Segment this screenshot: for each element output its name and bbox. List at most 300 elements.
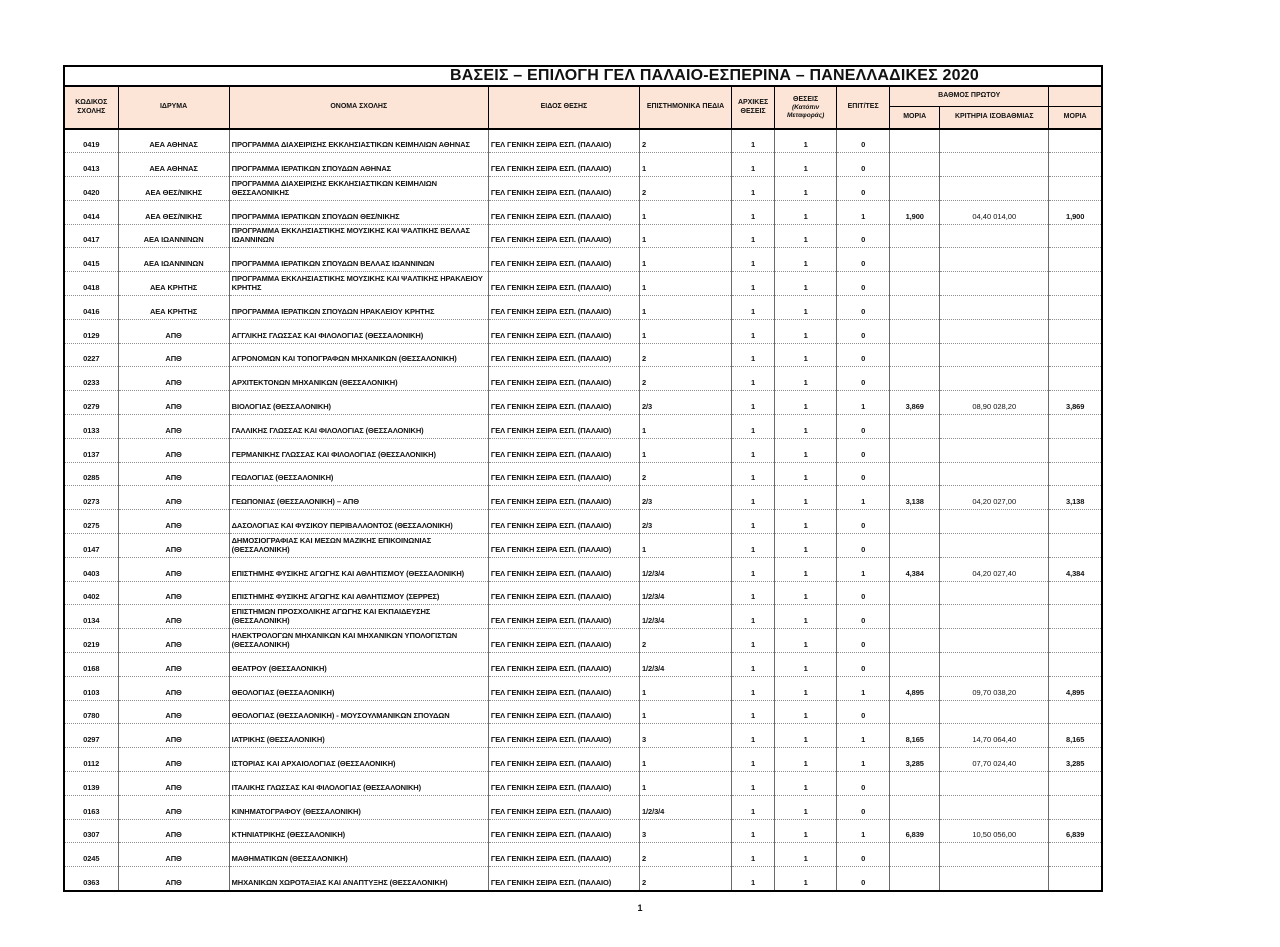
cell-institution: ΑΠΘ	[118, 676, 229, 700]
cell-moria	[890, 843, 940, 867]
table-row	[64, 343, 1102, 367]
cell-school_name: ΑΡΧΙΤΕΚΤΟΝΩΝ ΜΗΧΑΝΙΚΩΝ (ΘΕΣΣΑΛΟΝΙΚΗ)	[229, 367, 488, 391]
cell-kritiria_isovathmias	[940, 319, 1049, 343]
cell-positions: 1	[775, 510, 837, 534]
cell-moria_2	[1049, 581, 1102, 605]
cell-school_name: ΠΡΟΓΡΑΜΜΑ ΙΕΡΑΤΙΚΩΝ ΣΠΟΥΔΩΝ ΗΡΑΚΛΕΙΟΥ ΚΡΗΤΗΣ	[229, 296, 488, 320]
cell-moria	[890, 629, 940, 653]
cell-institution: ΑΠΘ	[118, 510, 229, 534]
cell-institution: ΑΠΘ	[118, 700, 229, 724]
cell-institution: ΑΠΘ	[118, 653, 229, 677]
cell-kritiria_isovathmias	[940, 415, 1049, 439]
col-header-code: ΚΩΔΙΚΟΣ ΣΧΟΛΗΣ	[64, 86, 118, 129]
cell-moria	[890, 653, 940, 677]
col-header-epit: ΕΠΙΤ/ΤΕΣ	[837, 86, 890, 129]
cell-code: 0233	[64, 367, 118, 391]
cell-moria_2	[1049, 224, 1102, 248]
cell-scientific_fields: 1/2/3/4	[639, 653, 731, 677]
cell-code: 0419	[64, 129, 118, 153]
cell-moria_2	[1049, 772, 1102, 796]
cell-institution: ΑΠΘ	[118, 867, 229, 891]
cell-moria	[890, 867, 940, 891]
table-row	[64, 605, 1102, 629]
cell-kritiria_isovathmias	[940, 510, 1049, 534]
cell-epit: 0	[837, 438, 890, 462]
cell-institution: ΑΠΘ	[118, 391, 229, 415]
col-header-moria-2: ΜΟΡΙΑ	[1049, 106, 1102, 129]
cell-moria_2: 4,895	[1049, 676, 1102, 700]
cell-initial_positions: 1	[732, 748, 775, 772]
cell-position_type: ΓΕΛ ΓΕΝΙΚΗ ΣΕΙΡΑ ΕΣΠ. (ΠΑΛΑΙΟ)	[488, 415, 639, 439]
cell-positions: 1	[775, 748, 837, 772]
cell-epit: 1	[837, 724, 890, 748]
cell-moria_2	[1049, 153, 1102, 177]
cell-kritiria_isovathmias	[940, 153, 1049, 177]
cell-positions: 1	[775, 343, 837, 367]
cell-epit: 0	[837, 629, 890, 653]
cell-position_type: ΓΕΛ ΓΕΝΙΚΗ ΣΕΙΡΑ ΕΣΠ. (ΠΑΛΑΙΟ)	[488, 795, 639, 819]
cell-moria_2: 3,869	[1049, 391, 1102, 415]
cell-kritiria_isovathmias	[940, 129, 1049, 153]
cell-code: 0363	[64, 867, 118, 891]
cell-initial_positions: 1	[732, 867, 775, 891]
cell-position_type: ΓΕΛ ΓΕΝΙΚΗ ΣΕΙΡΑ ΕΣΠ. (ΠΑΛΑΙΟ)	[488, 296, 639, 320]
cell-positions: 1	[775, 319, 837, 343]
table-row	[64, 415, 1102, 439]
cell-initial_positions: 1	[732, 534, 775, 558]
cell-position_type: ΓΕΛ ΓΕΝΙΚΗ ΣΕΙΡΑ ΕΣΠ. (ΠΑΛΑΙΟ)	[488, 724, 639, 748]
cell-positions: 1	[775, 296, 837, 320]
cell-initial_positions: 1	[732, 319, 775, 343]
cell-position_type: ΓΕΛ ΓΕΝΙΚΗ ΣΕΙΡΑ ΕΣΠ. (ΠΑΛΑΙΟ)	[488, 248, 639, 272]
cell-school_name: ΜΗΧΑΝΙΚΩΝ ΧΩΡΟΤΑΞΙΑΣ ΚΑΙ ΑΝΑΠΤΥΞΗΣ (ΘΕΣΣΑΛΟΝΙΚΗ)	[229, 867, 488, 891]
cell-kritiria_isovathmias: 08,90 028,20	[940, 391, 1049, 415]
cell-school_name: ΠΡΟΓΡΑΜΜΑ ΙΕΡΑΤΙΚΩΝ ΣΠΟΥΔΩΝ ΘΕΣ/ΝΙΚΗΣ	[229, 200, 488, 224]
cell-positions: 1	[775, 653, 837, 677]
cell-code: 0279	[64, 391, 118, 415]
cell-initial_positions: 1	[732, 153, 775, 177]
cell-institution: ΑΠΘ	[118, 534, 229, 558]
cell-position_type: ΓΕΛ ΓΕΝΙΚΗ ΣΕΙΡΑ ΕΣΠ. (ΠΑΛΑΙΟ)	[488, 272, 639, 296]
cell-position_type: ΓΕΛ ΓΕΝΙΚΗ ΣΕΙΡΑ ΕΣΠ. (ΠΑΛΑΙΟ)	[488, 605, 639, 629]
cell-kritiria_isovathmias: 04,40 014,00	[940, 200, 1049, 224]
cell-positions: 1	[775, 200, 837, 224]
cell-school_name: ΑΓΡΟΝΟΜΩΝ ΚΑΙ ΤΟΠΟΓΡΑΦΩΝ ΜΗΧΑΝΙΚΩΝ (ΘΕΣΣΑΛΟΝΙΚΗ)	[229, 343, 488, 367]
cell-epit: 1	[837, 200, 890, 224]
cell-scientific_fields: 1	[639, 224, 731, 248]
cell-institution: ΑΠΘ	[118, 748, 229, 772]
cell-scientific_fields: 1/2/3/4	[639, 557, 731, 581]
cell-scientific_fields: 1	[639, 272, 731, 296]
cell-moria	[890, 772, 940, 796]
cell-scientific_fields: 2	[639, 367, 731, 391]
cell-initial_positions: 1	[732, 438, 775, 462]
cell-institution: ΑΠΘ	[118, 629, 229, 653]
cell-code: 0416	[64, 296, 118, 320]
cell-code: 0403	[64, 557, 118, 581]
cell-kritiria_isovathmias	[940, 843, 1049, 867]
cell-moria	[890, 534, 940, 558]
cell-scientific_fields: 3	[639, 819, 731, 843]
table-row	[64, 653, 1102, 677]
col-header-kritiria: ΚΡΙΤΗΡΙΑ ΙΣΟΒΑΘΜΙΑΣ	[940, 106, 1049, 129]
cell-initial_positions: 1	[732, 248, 775, 272]
cell-code: 0285	[64, 462, 118, 486]
cell-moria_2	[1049, 272, 1102, 296]
cell-positions: 1	[775, 224, 837, 248]
cell-initial_positions: 1	[732, 843, 775, 867]
cell-position_type: ΓΕΛ ΓΕΝΙΚΗ ΣΕΙΡΑ ΕΣΠ. (ΠΑΛΑΙΟ)	[488, 819, 639, 843]
cell-moria_2	[1049, 248, 1102, 272]
cell-code: 0139	[64, 772, 118, 796]
cell-moria_2	[1049, 177, 1102, 201]
cell-school_name: ΠΡΟΓΡΑΜΜΑ ΙΕΡΑΤΙΚΩΝ ΣΠΟΥΔΩΝ ΑΘΗΝΑΣ	[229, 153, 488, 177]
cell-scientific_fields: 2	[639, 462, 731, 486]
cell-code: 0112	[64, 748, 118, 772]
cell-positions: 1	[775, 581, 837, 605]
cell-school_name: ΕΠΙΣΤΗΜΗΣ ΦΥΣΙΚΗΣ ΑΓΩΓΗΣ ΚΑΙ ΑΘΛΗΤΙΣΜΟΥ (ΣΕΡΡΕΣ)	[229, 581, 488, 605]
table-row	[64, 724, 1102, 748]
cell-position_type: ΓΕΛ ΓΕΝΙΚΗ ΣΕΙΡΑ ΕΣΠ. (ΠΑΛΑΙΟ)	[488, 343, 639, 367]
cell-moria	[890, 153, 940, 177]
cell-moria: 3,285	[890, 748, 940, 772]
cell-scientific_fields: 1	[639, 534, 731, 558]
cell-epit: 0	[837, 510, 890, 534]
table-row	[64, 557, 1102, 581]
cell-moria_2	[1049, 296, 1102, 320]
table-row	[64, 438, 1102, 462]
cell-school_name: ΔΑΣΟΛΟΓΙΑΣ ΚΑΙ ΦΥΣΙΚΟΥ ΠΕΡΙΒΑΛΛΟΝΤΟΣ (ΘΕΣΣΑΛΟΝΙΚΗ)	[229, 510, 488, 534]
cell-code: 0163	[64, 795, 118, 819]
cell-code: 0133	[64, 415, 118, 439]
cell-epit: 0	[837, 605, 890, 629]
cell-kritiria_isovathmias	[940, 772, 1049, 796]
table-row	[64, 700, 1102, 724]
cell-initial_positions: 1	[732, 272, 775, 296]
cell-moria	[890, 177, 940, 201]
cell-school_name: ΓΕΩΠΟΝΙΑΣ (ΘΕΣΣΑΛΟΝΙΚΗ) – ΑΠΘ	[229, 486, 488, 510]
cell-institution: ΑΕΑ ΚΡΗΤΗΣ	[118, 296, 229, 320]
cell-positions: 1	[775, 843, 837, 867]
cell-positions: 1	[775, 462, 837, 486]
cell-scientific_fields: 1	[639, 200, 731, 224]
cell-epit: 0	[837, 153, 890, 177]
cell-initial_positions: 1	[732, 676, 775, 700]
table-body	[64, 129, 1102, 891]
cell-position_type: ΓΕΛ ΓΕΝΙΚΗ ΣΕΙΡΑ ΕΣΠ. (ΠΑΛΑΙΟ)	[488, 557, 639, 581]
cell-school_name: ΓΕΡΜΑΝΙΚΗΣ ΓΛΩΣΣΑΣ ΚΑΙ ΦΙΛΟΛΟΓΙΑΣ (ΘΕΣΣΑΛΟΝΙΚΗ)	[229, 438, 488, 462]
cell-scientific_fields: 2	[639, 629, 731, 653]
cell-moria	[890, 438, 940, 462]
cell-epit: 1	[837, 391, 890, 415]
cell-moria: 4,895	[890, 676, 940, 700]
cell-positions: 1	[775, 700, 837, 724]
cell-school_name: ΚΤΗΝΙΑΤΡΙΚΗΣ (ΘΕΣΣΑΛΟΝΙΚΗ)	[229, 819, 488, 843]
cell-institution: ΑΕΑ ΑΘΗΝΑΣ	[118, 153, 229, 177]
cell-school_name: ΑΓΓΛΙΚΗΣ ΓΛΩΣΣΑΣ ΚΑΙ ΦΙΛΟΛΟΓΙΑΣ (ΘΕΣΣΑΛΟΝΙΚΗ)	[229, 319, 488, 343]
cell-moria_2	[1049, 343, 1102, 367]
cell-moria	[890, 605, 940, 629]
cell-initial_positions: 1	[732, 772, 775, 796]
cell-initial_positions: 1	[732, 819, 775, 843]
cell-moria_2	[1049, 367, 1102, 391]
cell-institution: ΑΠΘ	[118, 843, 229, 867]
cell-position_type: ΓΕΛ ΓΕΝΙΚΗ ΣΕΙΡΑ ΕΣΠ. (ΠΑΛΑΙΟ)	[488, 748, 639, 772]
cell-code: 0134	[64, 605, 118, 629]
cell-school_name: ΙΤΑΛΙΚΗΣ ΓΛΩΣΣΑΣ ΚΑΙ ΦΙΛΟΛΟΓΙΑΣ (ΘΕΣΣΑΛΟΝΙΚΗ)	[229, 772, 488, 796]
cell-initial_positions: 1	[732, 200, 775, 224]
table-row	[64, 296, 1102, 320]
cell-moria	[890, 343, 940, 367]
cell-initial_positions: 1	[732, 700, 775, 724]
cell-positions: 1	[775, 367, 837, 391]
cell-position_type: ΓΕΛ ΓΕΝΙΚΗ ΣΕΙΡΑ ΕΣΠ. (ΠΑΛΑΙΟ)	[488, 510, 639, 534]
cell-epit: 1	[837, 676, 890, 700]
cell-school_name: ΕΠΙΣΤΗΜΗΣ ΦΥΣΙΚΗΣ ΑΓΩΓΗΣ ΚΑΙ ΑΘΛΗΤΙΣΜΟΥ (ΘΕΣΣΑΛΟΝΙΚΗ)	[229, 557, 488, 581]
cell-epit: 1	[837, 819, 890, 843]
cell-moria_2: 3,285	[1049, 748, 1102, 772]
cell-moria_2	[1049, 700, 1102, 724]
cell-code: 0219	[64, 629, 118, 653]
cell-moria_2	[1049, 534, 1102, 558]
cell-kritiria_isovathmias	[940, 605, 1049, 629]
cell-institution: ΑΠΘ	[118, 795, 229, 819]
cell-position_type: ΓΕΛ ΓΕΝΙΚΗ ΣΕΙΡΑ ΕΣΠ. (ΠΑΛΑΙΟ)	[488, 581, 639, 605]
cell-moria_2	[1049, 795, 1102, 819]
cell-positions: 1	[775, 795, 837, 819]
table-row	[64, 795, 1102, 819]
cell-scientific_fields: 1	[639, 772, 731, 796]
cell-institution: ΑΠΘ	[118, 343, 229, 367]
cell-position_type: ΓΕΛ ΓΕΝΙΚΗ ΣΕΙΡΑ ΕΣΠ. (ΠΑΛΑΙΟ)	[488, 486, 639, 510]
cell-kritiria_isovathmias	[940, 534, 1049, 558]
cell-moria: 3,138	[890, 486, 940, 510]
cell-institution: ΑΕΑ ΑΘΗΝΑΣ	[118, 129, 229, 153]
cell-institution: ΑΠΘ	[118, 557, 229, 581]
cell-code: 0402	[64, 581, 118, 605]
cell-initial_positions: 1	[732, 510, 775, 534]
cell-position_type: ΓΕΛ ΓΕΝΙΚΗ ΣΕΙΡΑ ΕΣΠ. (ΠΑΛΑΙΟ)	[488, 438, 639, 462]
cell-moria	[890, 510, 940, 534]
cell-initial_positions: 1	[732, 462, 775, 486]
cell-code: 0245	[64, 843, 118, 867]
table-row	[64, 867, 1102, 891]
cell-positions: 1	[775, 724, 837, 748]
cell-moria	[890, 700, 940, 724]
cell-scientific_fields: 1	[639, 319, 731, 343]
table-row	[64, 153, 1102, 177]
page-title: ΒΑΣΕΙΣ – ΕΠΙΛΟΓΗ ΓΕΛ ΠΑΛΑΙΟ-ΕΣΠΕΡΙΝΑ – ΠΑΝΕΛΛΑΔΙΚΕΣ 2020	[64, 66, 1102, 86]
cell-code: 0780	[64, 700, 118, 724]
cell-moria	[890, 296, 940, 320]
cell-scientific_fields: 1	[639, 438, 731, 462]
cell-school_name: ΙΑΤΡΙΚΗΣ (ΘΕΣΣΑΛΟΝΙΚΗ)	[229, 724, 488, 748]
col-header-position-type: ΕΙΔΟΣ ΘΕΣΗΣ	[488, 86, 639, 129]
cell-kritiria_isovathmias	[940, 177, 1049, 201]
cell-school_name: ΘΕΟΛΟΓΙΑΣ (ΘΕΣΣΑΛΟΝΙΚΗ)	[229, 676, 488, 700]
cell-epit: 0	[837, 795, 890, 819]
col-header-positions-label: ΘΕΣΕΙΣ	[793, 95, 819, 103]
cell-scientific_fields: 1	[639, 248, 731, 272]
cell-position_type: ΓΕΛ ΓΕΝΙΚΗ ΣΕΙΡΑ ΕΣΠ. (ΠΑΛΑΙΟ)	[488, 319, 639, 343]
cell-kritiria_isovathmias: 09,70 038,20	[940, 676, 1049, 700]
cell-epit: 0	[837, 224, 890, 248]
cell-code: 0307	[64, 819, 118, 843]
cell-kritiria_isovathmias	[940, 248, 1049, 272]
cell-moria: 8,165	[890, 724, 940, 748]
cell-epit: 0	[837, 867, 890, 891]
table-row	[64, 272, 1102, 296]
cell-institution: ΑΕΑ ΘΕΣ/ΝΙΚΗΣ	[118, 200, 229, 224]
table-row	[64, 629, 1102, 653]
cell-epit: 0	[837, 462, 890, 486]
cell-epit: 0	[837, 415, 890, 439]
cell-moria_2: 8,165	[1049, 724, 1102, 748]
cell-moria_2	[1049, 438, 1102, 462]
table-row	[64, 200, 1102, 224]
cell-positions: 1	[775, 557, 837, 581]
cell-code: 0414	[64, 200, 118, 224]
cell-moria	[890, 795, 940, 819]
cell-kritiria_isovathmias	[940, 581, 1049, 605]
cell-code: 0420	[64, 177, 118, 201]
table-row	[64, 248, 1102, 272]
table-row	[64, 319, 1102, 343]
table-row	[64, 748, 1102, 772]
cell-initial_positions: 1	[732, 129, 775, 153]
cell-school_name: ΗΛΕΚΤΡΟΛΟΓΩΝ ΜΗΧΑΝΙΚΩΝ ΚΑΙ ΜΗΧΑΝΙΚΩΝ ΥΠΟΛΟΓΙΣΤΩΝ (ΘΕΣΣΑΛΟΝΙΚΗ)	[229, 629, 488, 653]
cell-institution: ΑΠΘ	[118, 486, 229, 510]
cell-code: 0103	[64, 676, 118, 700]
cell-epit: 0	[837, 843, 890, 867]
col-header-scientific-fields: ΕΠΙΣΤΗΜΟΝΙΚΑ ΠΕΔΙΑ	[639, 86, 731, 129]
cell-scientific_fields: 2/3	[639, 486, 731, 510]
cell-moria: 3,869	[890, 391, 940, 415]
cell-kritiria_isovathmias: 04,20 027,00	[940, 486, 1049, 510]
cell-school_name: ΓΕΩΛΟΓΙΑΣ (ΘΕΣΣΑΛΟΝΙΚΗ)	[229, 462, 488, 486]
cell-code: 0418	[64, 272, 118, 296]
cell-initial_positions: 1	[732, 415, 775, 439]
cell-epit: 0	[837, 129, 890, 153]
cell-positions: 1	[775, 248, 837, 272]
cell-moria_2	[1049, 843, 1102, 867]
cell-kritiria_isovathmias	[940, 438, 1049, 462]
cell-code: 0297	[64, 724, 118, 748]
page-number: 1	[637, 903, 643, 913]
cell-scientific_fields: 1	[639, 153, 731, 177]
table-row	[64, 391, 1102, 415]
cell-scientific_fields: 1/2/3/4	[639, 581, 731, 605]
cell-school_name: ΘΕΟΛΟΓΙΑΣ (ΘΕΣΣΑΛΟΝΙΚΗ) - ΜΟΥΣΟΥΛΜΑΝΙΚΩΝ ΣΠΟΥΔΩΝ	[229, 700, 488, 724]
cell-epit: 0	[837, 367, 890, 391]
cell-kritiria_isovathmias	[940, 367, 1049, 391]
cell-moria_2	[1049, 629, 1102, 653]
table-row	[64, 676, 1102, 700]
cell-scientific_fields: 2	[639, 177, 731, 201]
cell-position_type: ΓΕΛ ΓΕΝΙΚΗ ΣΕΙΡΑ ΕΣΠ. (ΠΑΛΑΙΟ)	[488, 629, 639, 653]
cell-initial_positions: 1	[732, 343, 775, 367]
cell-positions: 1	[775, 129, 837, 153]
cell-position_type: ΓΕΛ ΓΕΝΙΚΗ ΣΕΙΡΑ ΕΣΠ. (ΠΑΛΑΙΟ)	[488, 391, 639, 415]
cell-moria	[890, 272, 940, 296]
cell-kritiria_isovathmias: 04,20 027,40	[940, 557, 1049, 581]
cell-scientific_fields: 1	[639, 676, 731, 700]
cell-school_name: ΠΡΟΓΡΑΜΜΑ ΔΙΑΧΕΙΡΙΣΗΣ ΕΚΚΛΗΣΙΑΣΤΙΚΩΝ ΚΕΙΜΗΛΙΩΝ ΘΕΣΣΑΛΟΝΙΚΗΣ	[229, 177, 488, 201]
cell-moria: 6,839	[890, 819, 940, 843]
cell-positions: 1	[775, 438, 837, 462]
cell-scientific_fields: 1	[639, 415, 731, 439]
cell-epit: 0	[837, 700, 890, 724]
cell-epit: 0	[837, 343, 890, 367]
cell-code: 0417	[64, 224, 118, 248]
cell-code: 0168	[64, 653, 118, 677]
cell-initial_positions: 1	[732, 795, 775, 819]
cell-position_type: ΓΕΛ ΓΕΝΙΚΗ ΣΕΙΡΑ ΕΣΠ. (ΠΑΛΑΙΟ)	[488, 153, 639, 177]
admissions-table	[63, 65, 1103, 892]
cell-kritiria_isovathmias	[940, 462, 1049, 486]
cell-moria_2: 6,839	[1049, 819, 1102, 843]
cell-moria_2	[1049, 129, 1102, 153]
table-row	[64, 581, 1102, 605]
cell-moria	[890, 129, 940, 153]
cell-moria: 4,384	[890, 557, 940, 581]
cell-institution: ΑΠΘ	[118, 724, 229, 748]
cell-positions: 1	[775, 605, 837, 629]
cell-institution: ΑΠΘ	[118, 367, 229, 391]
cell-initial_positions: 1	[732, 605, 775, 629]
cell-position_type: ΓΕΛ ΓΕΝΙΚΗ ΣΕΙΡΑ ΕΣΠ. (ΠΑΛΑΙΟ)	[488, 843, 639, 867]
cell-scientific_fields: 2	[639, 867, 731, 891]
cell-moria_2	[1049, 510, 1102, 534]
cell-positions: 1	[775, 676, 837, 700]
table-row	[64, 534, 1102, 558]
cell-school_name: ΠΡΟΓΡΑΜΜΑ ΕΚΚΛΗΣΙΑΣΤΙΚΗΣ ΜΟΥΣΙΚΗΣ ΚΑΙ ΨΑΛΤΙΚΗΣ ΒΕΛΛΑΣ ΙΩΑΝΝΙΝΩΝ	[229, 224, 488, 248]
cell-kritiria_isovathmias: 10,50 056,00	[940, 819, 1049, 843]
cell-institution: ΑΕΑ ΚΡΗΤΗΣ	[118, 272, 229, 296]
cell-school_name: ΔΗΜΟΣΙΟΓΡΑΦΙΑΣ ΚΑΙ ΜΕΣΩΝ ΜΑΖΙΚΗΣ ΕΠΙΚΟΙΝΩΝΙΑΣ (ΘΕΣΣΑΛΟΝΙΚΗ)	[229, 534, 488, 558]
cell-school_name: ΘΕΑΤΡΟΥ (ΘΕΣΣΑΛΟΝΙΚΗ)	[229, 653, 488, 677]
cell-institution: ΑΕΑ ΙΩΑΝΝΙΝΩΝ	[118, 248, 229, 272]
title-row	[64, 66, 1102, 86]
cell-kritiria_isovathmias: 14,70 064,40	[940, 724, 1049, 748]
cell-school_name: ΠΡΟΓΡΑΜΜΑ ΙΕΡΑΤΙΚΩΝ ΣΠΟΥΔΩΝ ΒΕΛΛΑΣ ΙΩΑΝΝΙΝΩΝ	[229, 248, 488, 272]
cell-position_type: ΓΕΛ ΓΕΝΙΚΗ ΣΕΙΡΑ ΕΣΠ. (ΠΑΛΑΙΟ)	[488, 867, 639, 891]
col-header-moria: ΜΟΡΙΑ	[890, 106, 940, 129]
cell-moria_2	[1049, 605, 1102, 629]
cell-epit: 0	[837, 653, 890, 677]
cell-moria: 1,900	[890, 200, 940, 224]
cell-initial_positions: 1	[732, 557, 775, 581]
cell-scientific_fields: 2/3	[639, 510, 731, 534]
cell-epit: 0	[837, 177, 890, 201]
cell-position_type: ΓΕΛ ΓΕΝΙΚΗ ΣΕΙΡΑ ΕΣΠ. (ΠΑΛΑΙΟ)	[488, 224, 639, 248]
col-header-school-name: ΟΝΟΜΑ ΣΧΟΛΗΣ	[229, 86, 488, 129]
cell-scientific_fields: 1	[639, 700, 731, 724]
cell-position_type: ΓΕΛ ΓΕΝΙΚΗ ΣΕΙΡΑ ΕΣΠ. (ΠΑΛΑΙΟ)	[488, 200, 639, 224]
cell-epit: 0	[837, 772, 890, 796]
cell-initial_positions: 1	[732, 653, 775, 677]
cell-kritiria_isovathmias	[940, 700, 1049, 724]
cell-kritiria_isovathmias	[940, 296, 1049, 320]
cell-initial_positions: 1	[732, 177, 775, 201]
cell-kritiria_isovathmias	[940, 343, 1049, 367]
cell-institution: ΑΕΑ ΙΩΑΝΝΙΝΩΝ	[118, 224, 229, 248]
cell-position_type: ΓΕΛ ΓΕΝΙΚΗ ΣΕΙΡΑ ΕΣΠ. (ΠΑΛΑΙΟ)	[488, 772, 639, 796]
cell-school_name: ΕΠΙΣΤΗΜΩΝ ΠΡΟΣΧΟΛΙΚΗΣ ΑΓΩΓΗΣ ΚΑΙ ΕΚΠΑΙΔΕΥΣΗΣ (ΘΕΣΣΑΛΟΝΙΚΗ)	[229, 605, 488, 629]
cell-code: 0273	[64, 486, 118, 510]
cell-school_name: ΜΑΘΗΜΑΤΙΚΩΝ (ΘΕΣΣΑΛΟΝΙΚΗ)	[229, 843, 488, 867]
cell-scientific_fields: 2	[639, 343, 731, 367]
